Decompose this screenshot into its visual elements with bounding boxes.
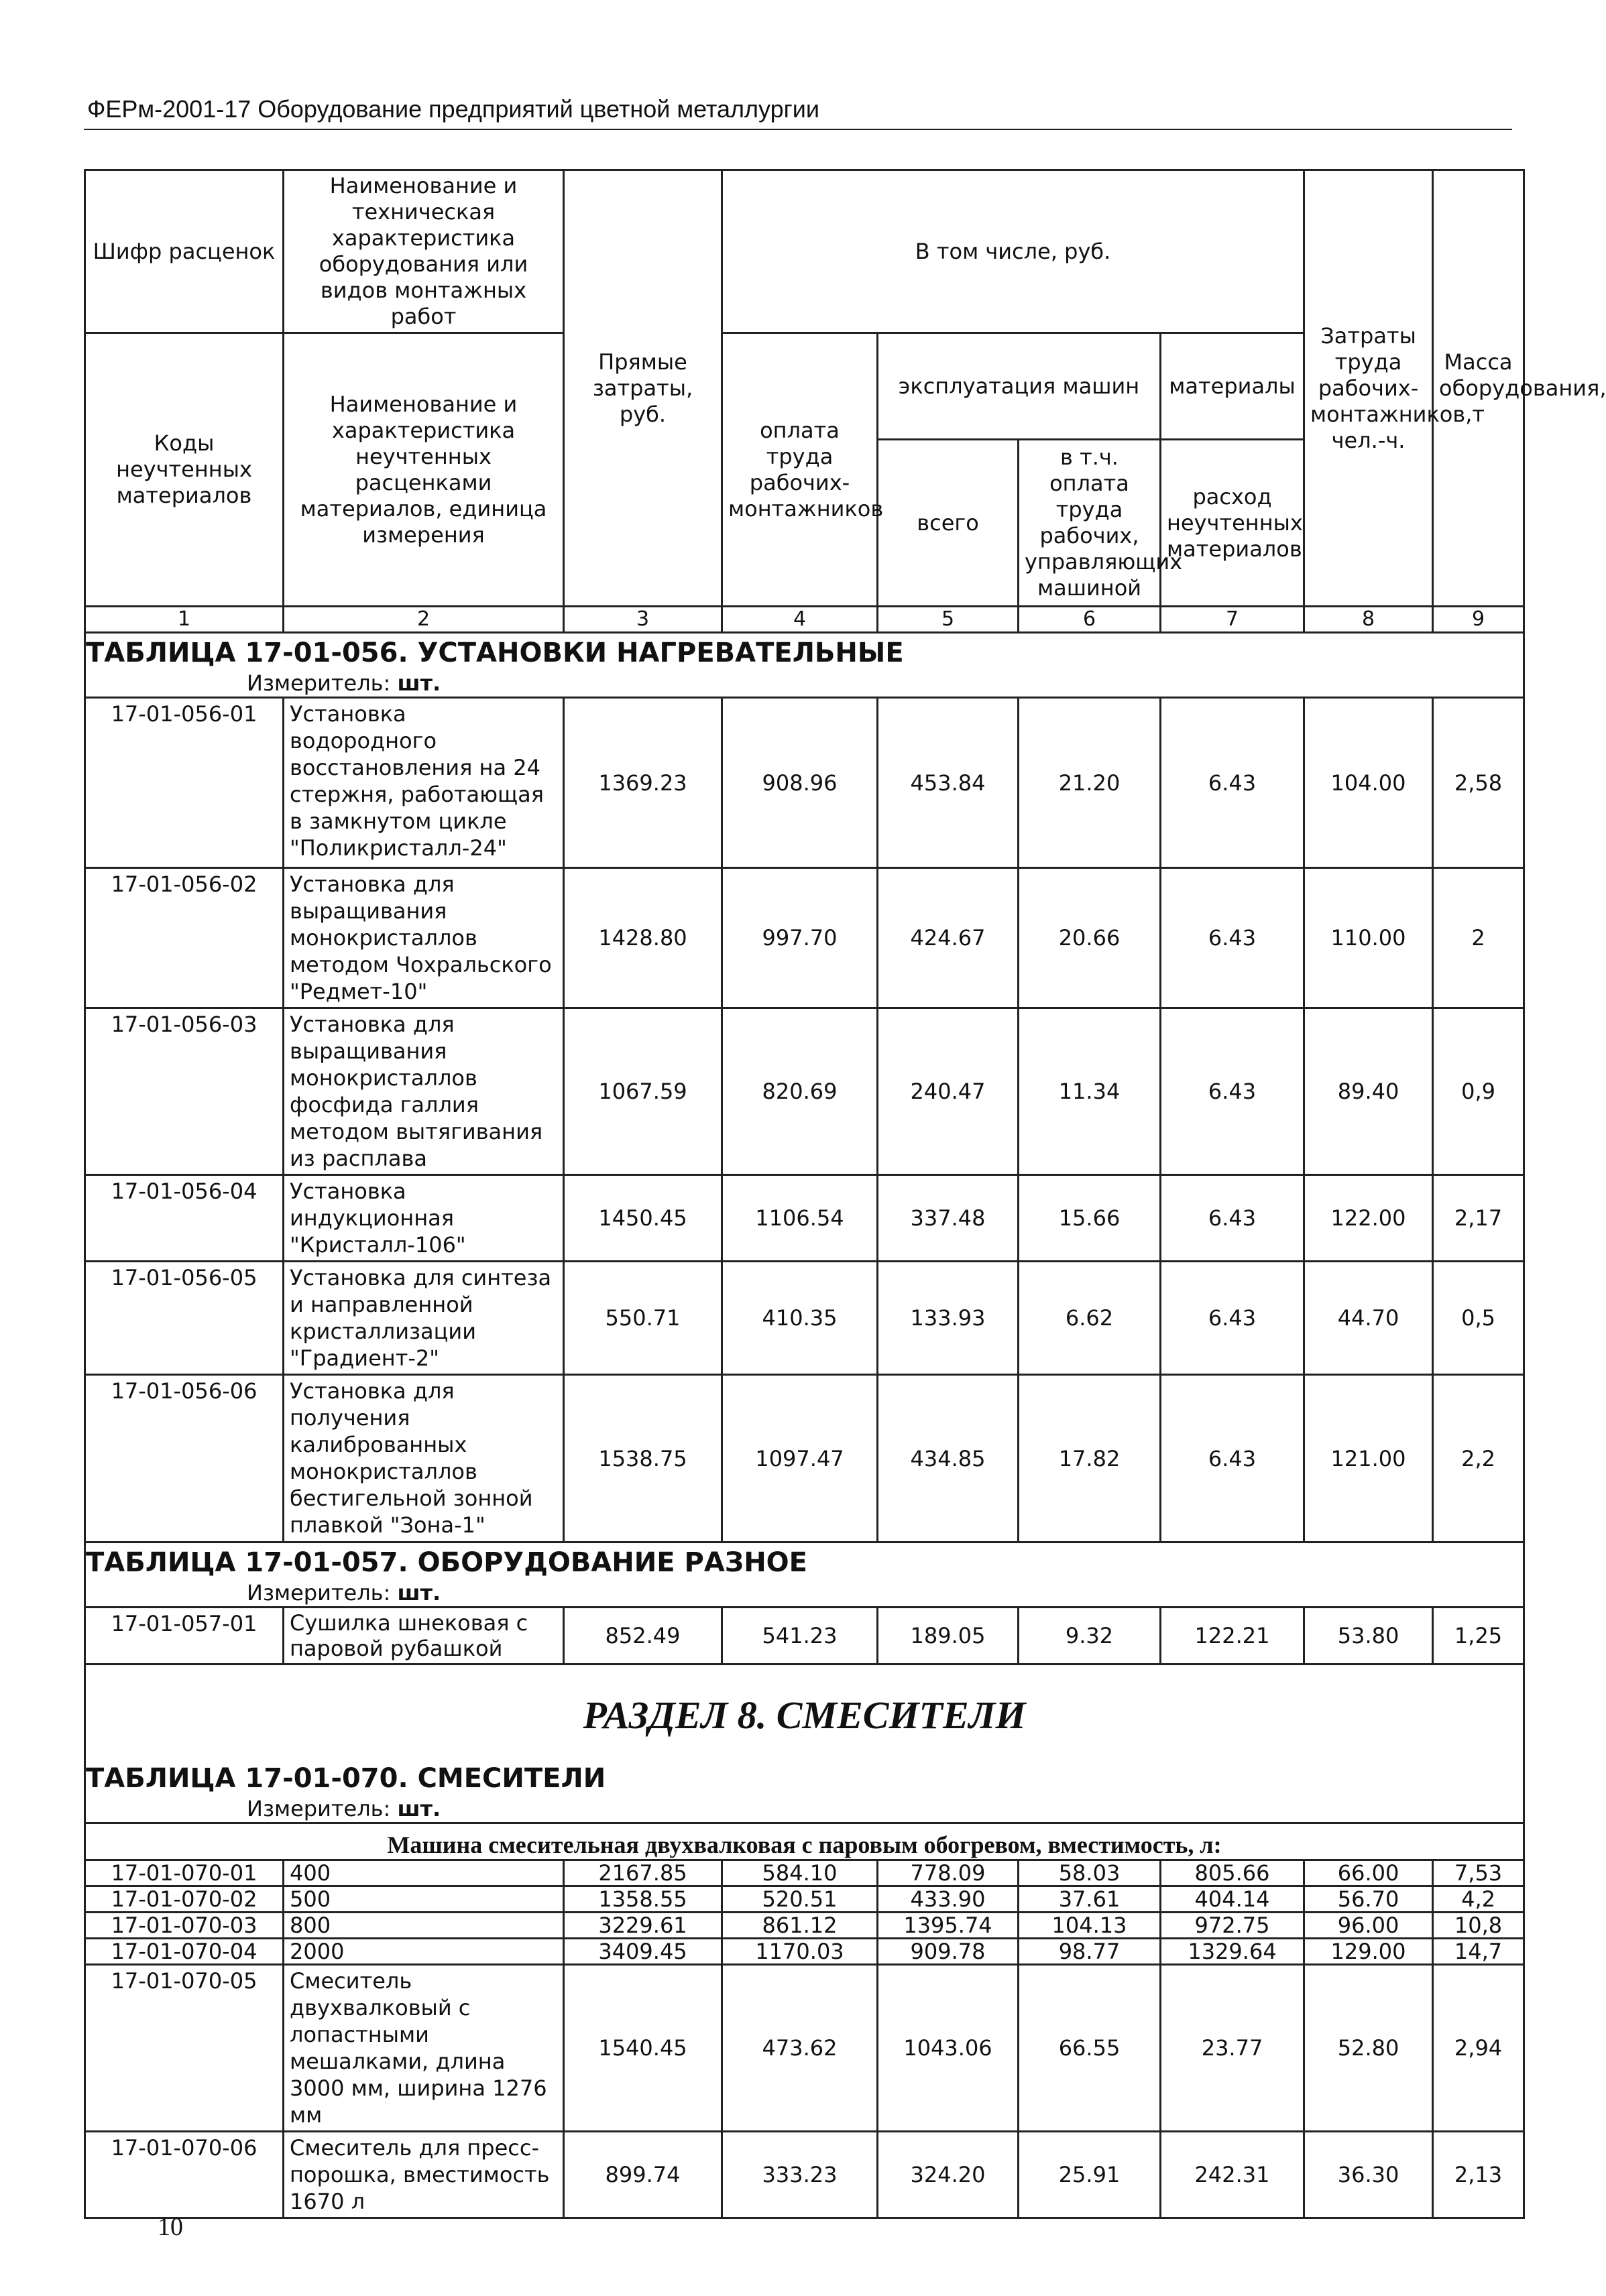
row-machine-labor: 9.32 xyxy=(1019,1608,1161,1665)
table-row xyxy=(85,1608,1524,1665)
col-number: 1 xyxy=(85,607,284,633)
row-name: Установка для синтеза и направленной кристаллизации "Градиент-2" xyxy=(284,1262,564,1375)
row-labor: 333.23 xyxy=(722,2132,878,2218)
row-direct: 2167.85 xyxy=(564,1860,722,1886)
table-row xyxy=(85,868,1524,1008)
col-materials-sub: расход неучтенных материалов xyxy=(1161,440,1304,607)
row-machine-labor: 17.82 xyxy=(1019,1375,1161,1543)
col-including: В том числе, руб. xyxy=(722,170,1304,333)
row-mass: 2,13 xyxy=(1433,2132,1524,2218)
table-row xyxy=(85,1008,1524,1175)
row-materials: 6.43 xyxy=(1161,1375,1304,1543)
table-row xyxy=(85,1939,1524,1965)
page-header: ФЕРм-2001-17 Оборудование предприятий цветной металлургии xyxy=(87,95,820,123)
col-number: 2 xyxy=(284,607,564,633)
col-machines: эксплуатация машин xyxy=(878,333,1161,440)
table-row xyxy=(85,1860,1524,1886)
unit-label: Измеритель: xyxy=(247,1580,391,1606)
unit-value: шт. xyxy=(397,1796,441,1821)
row-machines: 909.78 xyxy=(878,1939,1019,1965)
row-hours: 96.00 xyxy=(1304,1913,1433,1939)
row-direct: 3229.61 xyxy=(564,1913,722,1939)
row-materials: 805.66 xyxy=(1161,1860,1304,1886)
row-machines: 324.20 xyxy=(878,2132,1019,2218)
row-name: Смеситель для пресс-порошка, вместимость 1670 л xyxy=(284,2132,564,2218)
col-machines-labor: в т.ч. оплата труда рабочих, управляющих машиной xyxy=(1019,440,1161,607)
row-materials: 1329.64 xyxy=(1161,1939,1304,1965)
unit-label: Измеритель: xyxy=(247,1796,391,1821)
row-name: Установка водородного восстановления на 24 стержня, работающая в замкнутом цикле "Поликристалл-24" xyxy=(284,698,564,868)
row-labor: 473.62 xyxy=(722,1965,878,2132)
row-machines: 433.90 xyxy=(878,1886,1019,1913)
row-name: 2000 xyxy=(284,1939,564,1965)
row-machines: 1395.74 xyxy=(878,1913,1019,1939)
row-labor: 1097.47 xyxy=(722,1375,878,1543)
row-code: 17-01-056-05 xyxy=(85,1262,284,1375)
row-code: 17-01-070-03 xyxy=(85,1913,284,1939)
row-materials: 6.43 xyxy=(1161,868,1304,1008)
col-number: 8 xyxy=(1304,607,1433,633)
row-materials: 404.14 xyxy=(1161,1886,1304,1913)
table-row xyxy=(85,1262,1524,1375)
row-machine-labor: 66.55 xyxy=(1019,1965,1161,2132)
rates-table xyxy=(84,169,1606,2219)
row-machine-labor: 25.91 xyxy=(1019,2132,1161,2218)
row-direct: 1358.55 xyxy=(564,1886,722,1913)
row-name: 500 xyxy=(284,1886,564,1913)
row-code: 17-01-056-03 xyxy=(85,1008,284,1175)
table-row xyxy=(85,698,1524,868)
row-labor: 520.51 xyxy=(722,1886,878,1913)
section-title: РАЗДЕЛ 8. СМЕСИТЕЛИ xyxy=(85,1665,1524,1760)
col-number: 7 xyxy=(1161,607,1304,633)
col-materials: материалы xyxy=(1161,333,1304,440)
row-labor: 1106.54 xyxy=(722,1175,878,1262)
row-machine-labor: 58.03 xyxy=(1019,1860,1161,1886)
row-machine-labor: 21.20 xyxy=(1019,698,1161,868)
row-mass: 2,94 xyxy=(1433,1965,1524,2132)
row-machines: 778.09 xyxy=(878,1860,1019,1886)
table-title: ТАБЛИЦА 17-01-070. СМЕСИТЕЛИ xyxy=(85,1759,1524,1795)
row-labor: 541.23 xyxy=(722,1608,878,1665)
row-mass: 2,58 xyxy=(1433,698,1524,868)
unit-line xyxy=(85,1579,1524,1608)
unit-label: Измеритель: xyxy=(247,670,391,696)
row-mass: 0,9 xyxy=(1433,1008,1524,1175)
row-mass: 0,5 xyxy=(1433,1262,1524,1375)
row-machine-labor: 6.62 xyxy=(1019,1262,1161,1375)
row-labor: 861.12 xyxy=(722,1913,878,1939)
row-machines: 133.93 xyxy=(878,1262,1019,1375)
row-hours: 104.00 xyxy=(1304,698,1433,868)
row-name: Установка индукционная "Кристалл-106" xyxy=(284,1175,564,1262)
row-direct: 3409.45 xyxy=(564,1939,722,1965)
row-machine-labor: 37.61 xyxy=(1019,1886,1161,1913)
row-code: 17-01-056-06 xyxy=(85,1375,284,1543)
table-row xyxy=(85,1175,1524,1262)
row-direct: 1540.45 xyxy=(564,1965,722,2132)
row-hours: 122.00 xyxy=(1304,1175,1433,1262)
row-name: 800 xyxy=(284,1913,564,1939)
row-hours: 56.70 xyxy=(1304,1886,1433,1913)
row-code: 17-01-070-05 xyxy=(85,1965,284,2132)
row-materials: 6.43 xyxy=(1161,1008,1304,1175)
header-rule xyxy=(84,129,1512,130)
row-hours: 121.00 xyxy=(1304,1375,1433,1543)
row-direct: 1067.59 xyxy=(564,1008,722,1175)
row-name: Установка для получения калиброванных монокристаллов бестигельной зонной плавкой "Зона-1" xyxy=(284,1375,564,1543)
row-direct: 1369.23 xyxy=(564,698,722,868)
row-mass: 7,53 xyxy=(1433,1860,1524,1886)
row-machines: 453.84 xyxy=(878,698,1019,868)
row-labor: 410.35 xyxy=(722,1262,878,1375)
row-hours: 52.80 xyxy=(1304,1965,1433,2132)
row-direct: 550.71 xyxy=(564,1262,722,1375)
row-hours: 110.00 xyxy=(1304,868,1433,1008)
row-code: 17-01-070-04 xyxy=(85,1939,284,1965)
row-machines: 434.85 xyxy=(878,1375,1019,1543)
row-materials: 972.75 xyxy=(1161,1913,1304,1939)
row-hours: 44.70 xyxy=(1304,1262,1433,1375)
row-materials: 6.43 xyxy=(1161,1175,1304,1262)
row-machines: 240.47 xyxy=(878,1008,1019,1175)
row-mass: 14,7 xyxy=(1433,1939,1524,1965)
row-hours: 53.80 xyxy=(1304,1608,1433,1665)
row-mass: 2,17 xyxy=(1433,1175,1524,1262)
row-labor: 908.96 xyxy=(722,698,878,868)
row-direct: 1450.45 xyxy=(564,1175,722,1262)
row-labor: 997.70 xyxy=(722,868,878,1008)
row-hours: 89.40 xyxy=(1304,1008,1433,1175)
col-number: 4 xyxy=(722,607,878,633)
col-labor: оплата труда рабочих-монтажников xyxy=(722,333,878,607)
row-materials: 23.77 xyxy=(1161,1965,1304,2132)
row-labor: 584.10 xyxy=(722,1860,878,1886)
row-materials: 6.43 xyxy=(1161,1262,1304,1375)
row-materials: 6.43 xyxy=(1161,698,1304,868)
row-machines: 337.48 xyxy=(878,1175,1019,1262)
row-code: 17-01-056-04 xyxy=(85,1175,284,1262)
col-code-bottom: Коды неучтенных материалов xyxy=(85,333,284,607)
col-number: 3 xyxy=(564,607,722,633)
table-row xyxy=(85,2132,1524,2218)
row-code: 17-01-070-02 xyxy=(85,1886,284,1913)
row-name: Смеситель двухвалковый с лопастными мешалками, длина 3000 мм, ширина 1276 мм xyxy=(284,1965,564,2132)
row-direct: 852.49 xyxy=(564,1608,722,1665)
row-hours: 129.00 xyxy=(1304,1939,1433,1965)
row-code: 17-01-070-01 xyxy=(85,1860,284,1886)
col-mass: Масса оборудования, т xyxy=(1433,170,1524,607)
col-direct: Прямые затраты, руб. xyxy=(564,170,722,607)
col-code-top: Шифр расценок xyxy=(85,170,284,333)
row-name: Сушилка шнековая с паровой рубашкой xyxy=(284,1608,564,1665)
row-code: 17-01-070-06 xyxy=(85,2132,284,2218)
row-code: 17-01-056-01 xyxy=(85,698,284,868)
row-machine-labor: 20.66 xyxy=(1019,868,1161,1008)
row-name: Установка для выращивания монокристаллов методом Чохральского "Редмет-10" xyxy=(284,868,564,1008)
row-machine-labor: 98.77 xyxy=(1019,1939,1161,1965)
table-row xyxy=(85,1965,1524,2132)
table-title: ТАБЛИЦА 17-01-056. УСТАНОВКИ НАГРЕВАТЕЛЬНЫЕ xyxy=(85,633,1524,670)
row-labor: 1170.03 xyxy=(722,1939,878,1965)
row-code: 17-01-056-02 xyxy=(85,868,284,1008)
group-label: Машина смесительная двухвалковая с паровым обогревом, вместимость, л: xyxy=(85,1823,1524,1860)
unit-line xyxy=(85,1795,1524,1823)
col-number: 9 xyxy=(1433,607,1524,633)
row-direct: 899.74 xyxy=(564,2132,722,2218)
row-mass: 4,2 xyxy=(1433,1886,1524,1913)
row-hours: 36.30 xyxy=(1304,2132,1433,2218)
row-labor: 820.69 xyxy=(722,1008,878,1175)
row-machine-labor: 15.66 xyxy=(1019,1175,1161,1262)
table-row xyxy=(85,1913,1524,1939)
col-number: 5 xyxy=(878,607,1019,633)
col-name-bottom: Наименование и характеристика неучтенных расценками материалов, единица измерения xyxy=(284,333,564,607)
row-materials: 122.21 xyxy=(1161,1608,1304,1665)
row-direct: 1428.80 xyxy=(564,868,722,1008)
row-machines: 1043.06 xyxy=(878,1965,1019,2132)
col-number: 6 xyxy=(1019,607,1161,633)
row-machine-labor: 11.34 xyxy=(1019,1008,1161,1175)
row-machine-labor: 104.13 xyxy=(1019,1913,1161,1939)
row-machines: 189.05 xyxy=(878,1608,1019,1665)
page-number: 10 xyxy=(158,2213,183,2241)
unit-value: шт. xyxy=(397,1580,441,1606)
table-row xyxy=(85,1886,1524,1913)
row-materials: 242.31 xyxy=(1161,2132,1304,2218)
row-code: 17-01-057-01 xyxy=(85,1608,284,1665)
unit-value: шт. xyxy=(397,670,441,696)
row-name: 400 xyxy=(284,1860,564,1886)
row-name: Установка для выращивания монокристаллов фосфида галлия методом вытягивания из расплава xyxy=(284,1008,564,1175)
row-mass: 2,2 xyxy=(1433,1375,1524,1543)
col-labor-hours: Затраты труда рабочих-монтажников, чел.-ч. xyxy=(1304,170,1433,607)
row-hours: 66.00 xyxy=(1304,1860,1433,1886)
row-direct: 1538.75 xyxy=(564,1375,722,1543)
col-machines-total: всего xyxy=(878,440,1019,607)
col-name-top: Наименование и техническая характеристика оборудования или видов монтажных работ xyxy=(284,170,564,333)
table-title: ТАБЛИЦА 17-01-057. ОБОРУДОВАНИЕ РАЗНОЕ xyxy=(85,1543,1524,1580)
row-machines: 424.67 xyxy=(878,868,1019,1008)
table-row xyxy=(85,1375,1524,1543)
unit-line xyxy=(85,670,1524,698)
row-mass: 1,25 xyxy=(1433,1608,1524,1665)
row-mass: 10,8 xyxy=(1433,1913,1524,1939)
row-mass: 2 xyxy=(1433,868,1524,1008)
